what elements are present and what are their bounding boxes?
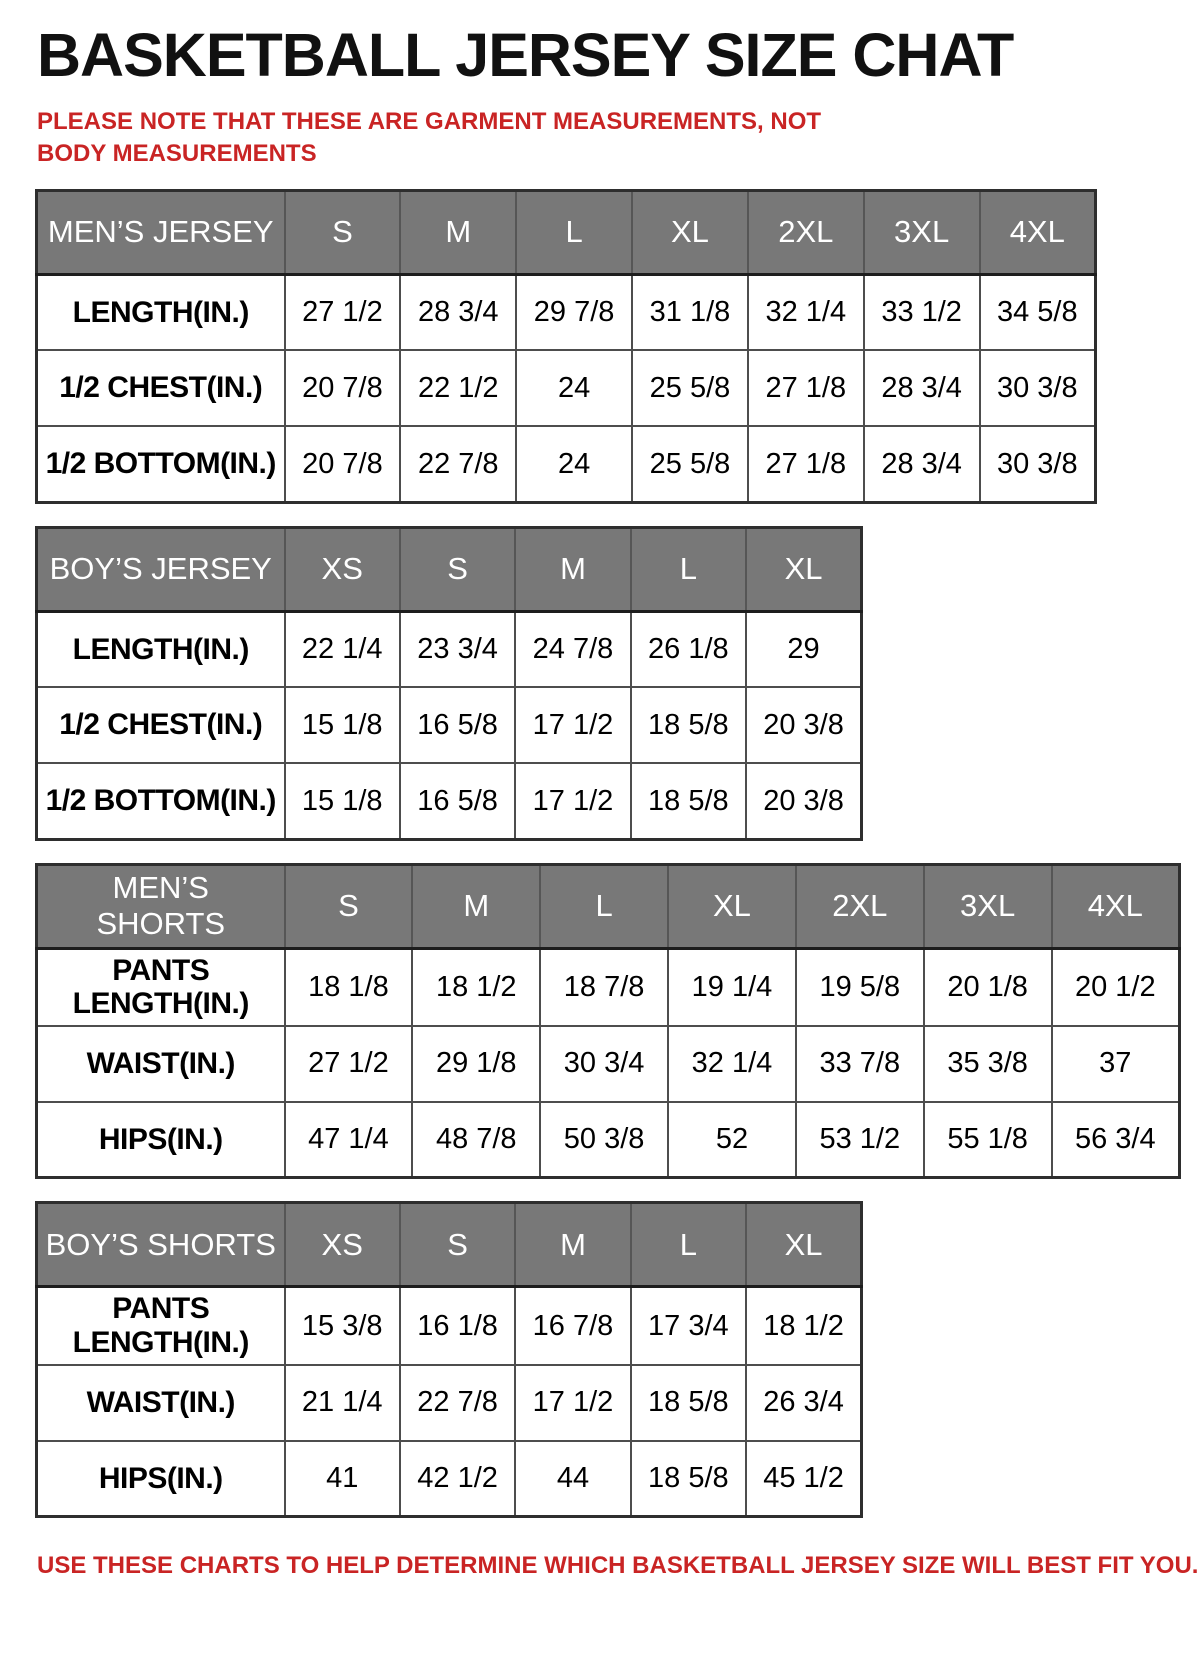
size-header-cell: S — [400, 1203, 515, 1287]
measurement-value-cell: 20 1/2 — [1052, 948, 1180, 1026]
measurement-value-cell: 18 5/8 — [631, 763, 746, 839]
garment-measurement-note: PLEASE NOTE THAT THESE ARE GARMENT MEASUREMENTS, NOT BODY MEASUREMENTS — [37, 108, 822, 168]
measurement-value-cell: 25 5/8 — [632, 350, 748, 426]
measurement-value-cell: 35 3/8 — [924, 1026, 1052, 1102]
page-title: BASKETBALL JERSEY SIZE CHAT — [37, 21, 1014, 89]
measurement-value-cell: 16 5/8 — [400, 763, 515, 839]
measurement-value-cell: 37 — [1052, 1026, 1180, 1102]
size-header-cell: 2XL — [748, 190, 864, 274]
measurement-value-cell: 20 1/8 — [924, 948, 1052, 1026]
measurement-label-cell: WAIST(IN.) — [37, 1026, 285, 1102]
boys-jersey-size-table — [35, 526, 863, 841]
measurement-label-cell: 1/2 CHEST(IN.) — [37, 687, 285, 763]
size-header-cell: XL — [746, 527, 861, 611]
measurement-value-cell: 44 — [515, 1441, 630, 1517]
size-header-cell: XL — [668, 864, 796, 948]
measurement-label-cell: LENGTH(IN.) — [37, 274, 285, 350]
size-header-cell: S — [400, 527, 515, 611]
measurement-label-cell: WAIST(IN.) — [37, 1365, 285, 1441]
table-row — [37, 611, 862, 687]
measurement-value-cell: 29 1/8 — [412, 1026, 540, 1102]
measurement-value-cell: 41 — [285, 1441, 400, 1517]
measurement-value-cell: 15 1/8 — [285, 687, 400, 763]
measurement-value-cell: 20 3/8 — [746, 687, 861, 763]
size-header-cell: L — [631, 527, 746, 611]
size-header-cell: M — [515, 527, 630, 611]
measurement-value-cell: 28 3/4 — [400, 274, 516, 350]
table-title-cell: BOY’S SHORTS — [37, 1203, 285, 1287]
measurement-value-cell: 20 3/8 — [746, 763, 861, 839]
table-title-cell: MEN’S SHORTS — [37, 864, 285, 948]
size-header-cell: 4XL — [980, 190, 1096, 274]
measurement-label-cell: 1/2 BOTTOM(IN.) — [37, 426, 285, 502]
header-row — [37, 864, 1180, 948]
measurement-value-cell: 18 7/8 — [540, 948, 668, 1026]
measurement-value-cell: 30 3/8 — [980, 426, 1096, 502]
measurement-value-cell: 20 7/8 — [285, 350, 401, 426]
size-header-cell: 4XL — [1052, 864, 1180, 948]
size-header-cell: M — [412, 864, 540, 948]
size-header-cell: S — [285, 190, 401, 274]
measurement-value-cell: 53 1/2 — [796, 1102, 924, 1178]
measurement-value-cell: 45 1/2 — [746, 1441, 861, 1517]
size-header-cell: XS — [285, 527, 400, 611]
table-row — [37, 1287, 862, 1365]
measurement-value-cell: 42 1/2 — [400, 1441, 515, 1517]
measurement-label-cell: 1/2 CHEST(IN.) — [37, 350, 285, 426]
size-header-cell: XS — [285, 1203, 400, 1287]
header-row — [37, 190, 1096, 274]
measurement-label-cell: HIPS(IN.) — [37, 1102, 285, 1178]
measurement-value-cell: 15 3/8 — [285, 1287, 400, 1365]
measurement-value-cell: 16 7/8 — [515, 1287, 630, 1365]
measurement-value-cell: 30 3/4 — [540, 1026, 668, 1102]
size-header-cell: M — [400, 190, 516, 274]
size-header-cell: XL — [746, 1203, 861, 1287]
measurement-value-cell: 26 1/8 — [631, 611, 746, 687]
table-row — [37, 1026, 1180, 1102]
measurement-value-cell: 32 1/4 — [748, 274, 864, 350]
table-row — [37, 763, 862, 839]
measurement-label-cell: PANTS LENGTH(IN.) — [37, 1287, 285, 1365]
measurement-value-cell: 22 7/8 — [400, 426, 516, 502]
measurement-value-cell: 22 7/8 — [400, 1365, 515, 1441]
measurement-value-cell: 55 1/8 — [924, 1102, 1052, 1178]
table-row — [37, 948, 1180, 1026]
measurement-value-cell: 30 3/8 — [980, 350, 1096, 426]
measurement-value-cell: 29 — [746, 611, 861, 687]
measurement-value-cell: 15 1/8 — [285, 763, 400, 839]
measurement-value-cell: 16 5/8 — [400, 687, 515, 763]
measurement-value-cell: 32 1/4 — [668, 1026, 796, 1102]
measurement-value-cell: 48 7/8 — [412, 1102, 540, 1178]
measurement-value-cell: 56 3/4 — [1052, 1102, 1180, 1178]
measurement-value-cell: 24 — [516, 350, 632, 426]
measurement-value-cell: 25 5/8 — [632, 426, 748, 502]
measurement-value-cell: 26 3/4 — [746, 1365, 861, 1441]
measurement-value-cell: 31 1/8 — [632, 274, 748, 350]
measurement-value-cell: 27 1/8 — [748, 350, 864, 426]
size-header-cell: L — [516, 190, 632, 274]
mens-jersey-size-table — [35, 189, 1097, 504]
measurement-value-cell: 29 7/8 — [516, 274, 632, 350]
measurement-value-cell: 33 1/2 — [864, 274, 980, 350]
measurement-value-cell: 34 5/8 — [980, 274, 1096, 350]
measurement-value-cell: 16 1/8 — [400, 1287, 515, 1365]
measurement-value-cell: 17 1/2 — [515, 1365, 630, 1441]
measurement-value-cell: 18 5/8 — [631, 1365, 746, 1441]
table-row — [37, 1365, 862, 1441]
measurement-value-cell: 27 1/2 — [285, 1026, 413, 1102]
measurement-value-cell: 47 1/4 — [285, 1102, 413, 1178]
measurement-value-cell: 18 1/2 — [412, 948, 540, 1026]
size-header-cell: L — [631, 1203, 746, 1287]
size-header-cell: L — [540, 864, 668, 948]
measurement-label-cell: LENGTH(IN.) — [37, 611, 285, 687]
header-row — [37, 1203, 862, 1287]
size-header-cell: M — [515, 1203, 630, 1287]
measurement-value-cell: 23 3/4 — [400, 611, 515, 687]
measurement-value-cell: 33 7/8 — [796, 1026, 924, 1102]
measurement-value-cell: 18 5/8 — [631, 1441, 746, 1517]
measurement-value-cell: 22 1/4 — [285, 611, 400, 687]
measurement-value-cell: 22 1/2 — [400, 350, 516, 426]
measurement-value-cell: 17 1/2 — [515, 687, 630, 763]
measurement-value-cell: 17 1/2 — [515, 763, 630, 839]
table-title-cell: BOY’S JERSEY — [37, 527, 285, 611]
size-header-cell: S — [285, 864, 413, 948]
measurement-value-cell: 19 5/8 — [796, 948, 924, 1026]
measurement-label-cell: PANTS LENGTH(IN.) — [37, 948, 285, 1026]
measurement-value-cell: 18 1/2 — [746, 1287, 861, 1365]
measurement-value-cell: 19 1/4 — [668, 948, 796, 1026]
measurement-label-cell: 1/2 BOTTOM(IN.) — [37, 763, 285, 839]
measurement-value-cell: 27 1/2 — [285, 274, 401, 350]
table-row — [37, 350, 1096, 426]
size-header-cell: 3XL — [864, 190, 980, 274]
header-row — [37, 527, 862, 611]
boys-shorts-size-table — [35, 1201, 863, 1518]
measurement-value-cell: 18 1/8 — [285, 948, 413, 1026]
measurement-value-cell: 18 5/8 — [631, 687, 746, 763]
measurement-value-cell: 28 3/4 — [864, 426, 980, 502]
measurement-value-cell: 20 7/8 — [285, 426, 401, 502]
measurement-value-cell: 52 — [668, 1102, 796, 1178]
measurement-value-cell: 28 3/4 — [864, 350, 980, 426]
table-row — [37, 1441, 862, 1517]
table-row — [37, 274, 1096, 350]
size-header-cell: 3XL — [924, 864, 1052, 948]
measurement-value-cell: 27 1/8 — [748, 426, 864, 502]
measurement-value-cell: 17 3/4 — [631, 1287, 746, 1365]
measurement-value-cell: 50 3/8 — [540, 1102, 668, 1178]
table-row — [37, 426, 1096, 502]
size-header-cell: 2XL — [796, 864, 924, 948]
size-header-cell: XL — [632, 190, 748, 274]
measurement-value-cell: 21 1/4 — [285, 1365, 400, 1441]
footer-note: USE THESE CHARTS TO HELP DETERMINE WHICH BASKETBALL JERSEY SIZE WILL BEST FIT YOU. — [37, 1552, 1199, 1580]
table-row — [37, 1102, 1180, 1178]
table-title-cell: MEN’S JERSEY — [37, 190, 285, 274]
measurement-value-cell: 24 7/8 — [515, 611, 630, 687]
measurement-label-cell: HIPS(IN.) — [37, 1441, 285, 1517]
table-row — [37, 687, 862, 763]
mens-shorts-size-table — [35, 863, 1181, 1180]
measurement-value-cell: 24 — [516, 426, 632, 502]
